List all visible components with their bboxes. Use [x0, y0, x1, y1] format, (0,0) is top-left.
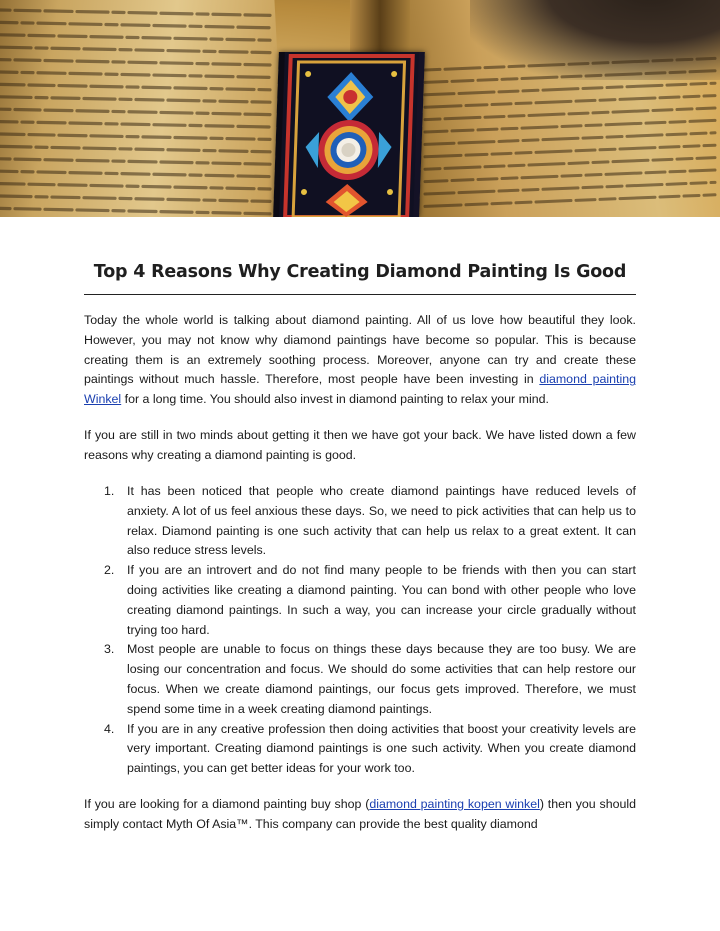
- list-number: 2.: [104, 563, 115, 578]
- closing-text: If you are looking for a diamond painting buy shop (: [84, 797, 370, 811]
- reasons-list: [84, 482, 636, 779]
- intro-paragraph: [84, 311, 636, 410]
- diamond-painting-bookmark: [273, 52, 425, 217]
- list-number: 3.: [104, 642, 115, 657]
- list-text: It has been noticed that people who create diamond paintings have reduced levels of anxiety. A lot of us feel anxious these days. So, we need to pick activities that can help us to relax. Diamond painting is one such activity that can help us relax to a great extent. It can also reduce stress levels.: [127, 484, 636, 558]
- article-title: Top 4 Reasons Why Creating Diamond Painting Is Good: [93, 262, 627, 282]
- diamond-painting-kopen-winkel-link[interactable]: diamond painting kopen winkel: [369, 797, 540, 811]
- list-text: If you are in any creative profession then doing activities that boost your creativity levels are very important. Creating diamond paintings is one such activity. When you create diamond paintings, you can get better ideas for your work too.: [127, 721, 636, 776]
- list-number: 1.: [104, 484, 115, 498]
- closing-text-end: ) then you should simply contact Myth Of Asia™. This company can provide the best quality diamond: [84, 797, 637, 831]
- list-item: [84, 720, 636, 779]
- list-text: If you are an introvert and do not find many people to be friends with then you can start doing activities like creating a diamond painting. You can bond with other people who love creating diamond paintings. In such a way, you can increase your circle gradually without trying too hard.: [127, 563, 636, 637]
- list-item: [84, 640, 636, 719]
- list-text: Most people are unable to focus on things these days because they are too busy. We are losing our concentration and focus. We should do some activities that can help restore our focus. When we create diamond paintings, our focus gets improved. Therefore, we must spend some time in a week creating diamond paintings.: [127, 642, 636, 716]
- list-item: [84, 482, 636, 561]
- list-item: [84, 561, 636, 640]
- title-divider: [84, 294, 636, 295]
- intro-text-end: for a long time. You should also invest in diamond painting to relax your mind.: [121, 392, 549, 407]
- intro-text: Today the whole world is talking about diamond painting. All of us love how beautiful they look. However, you may not know why diamond paintings have become so popular. This is because creating them is an extremely soothing process. Moreover, anyone can try and create these paintings without much hassle. Therefore, most people have been investing in: [84, 313, 636, 387]
- hero-image: [0, 0, 720, 217]
- list-number: 4.: [104, 721, 115, 736]
- second-paragraph: If you are still in two minds about getting it then we have got your back. We have listed down a few reasons why creating a diamond painting is good.: [84, 428, 636, 462]
- diamond-painting-winkel-link[interactable]: diamond painting Winkel: [84, 372, 636, 407]
- closing-paragraph: [84, 795, 636, 835]
